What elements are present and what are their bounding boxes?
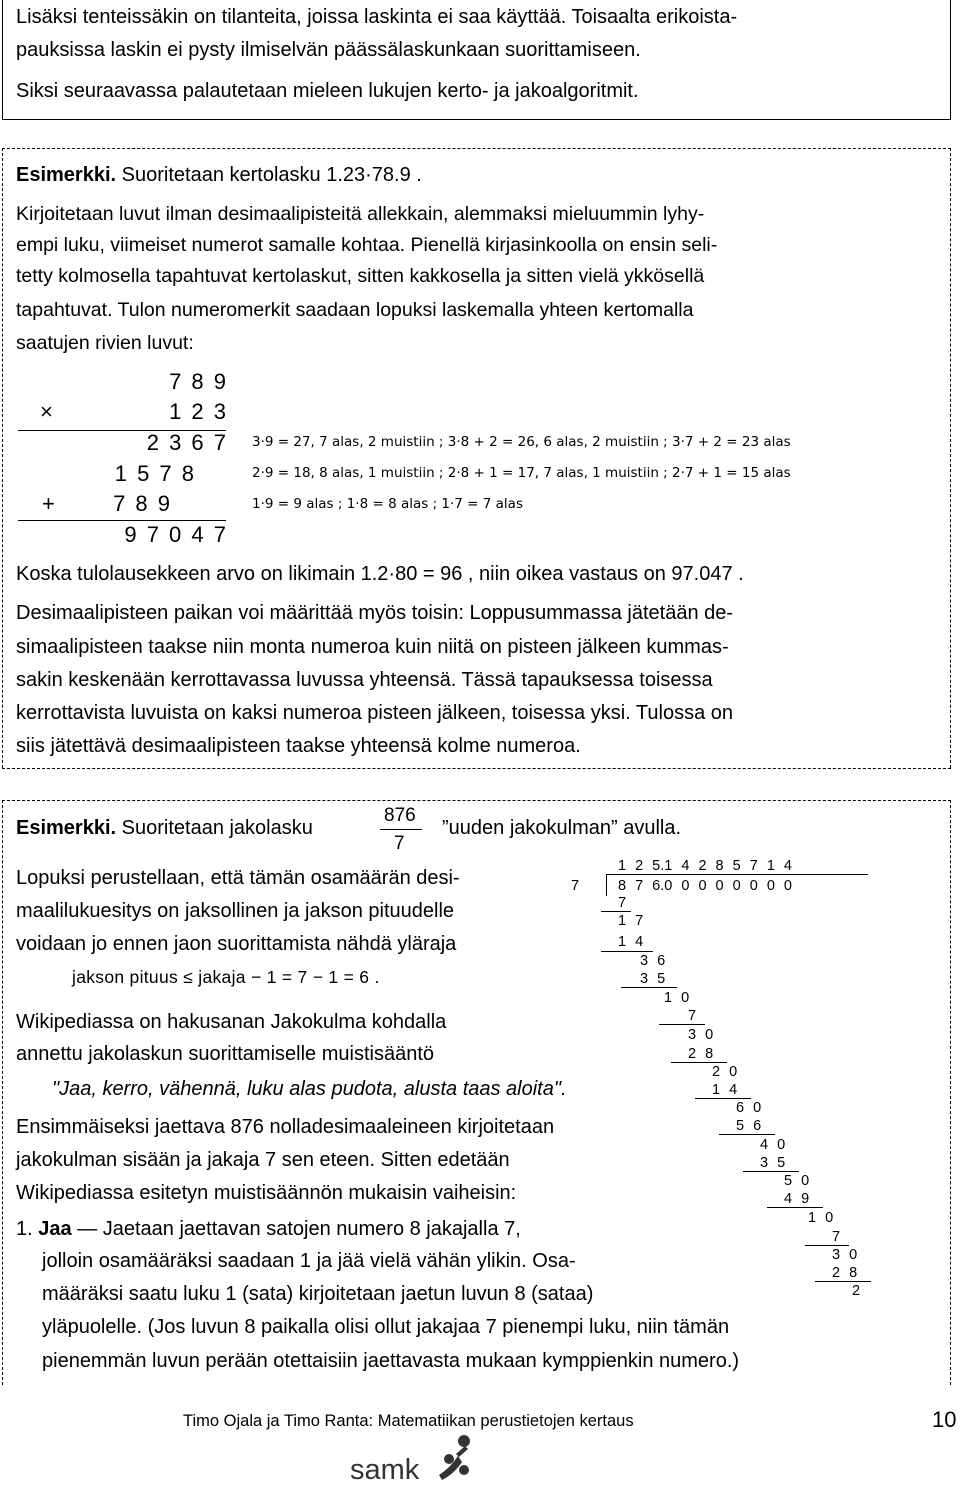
mult-row-6: 9 7 0 4 7 [124, 522, 226, 547]
division-step: 3 0 [688, 1027, 714, 1043]
division-step: 7 [832, 1229, 841, 1245]
division-step: 4 9 [784, 1191, 810, 1207]
division-top-line [606, 874, 868, 875]
fraction-denominator: 7 [394, 833, 405, 854]
times-sign: × [40, 399, 53, 424]
intro-line-3: Siksi seuraavassa palautetaan mieleen lukujen kerto- ja jakoalgoritmit. [16, 80, 639, 102]
division-step: 3 0 [832, 1247, 858, 1263]
division-step: 2 8 [688, 1046, 714, 1062]
example1-label: Esimerkki. [16, 164, 117, 186]
step-number: 1. [16, 1218, 33, 1240]
division-step: 6 0 [736, 1100, 762, 1116]
division-step-line [695, 1098, 751, 1099]
footer-citation: Timo Ojala ja Timo Ranta: Matematiikan perustietojen kertaus [183, 1412, 634, 1430]
mult-line-2 [18, 520, 226, 521]
ex1-para-line-4: tapahtuvat. Tulon numeromerkit saadaan lopuksi laskemalla yhteen kertomalla [16, 299, 694, 321]
intro-line-1: Lisäksi tenteissäkin on tilanteita, joissa laskinta ei saa käyttää. Toisaalta erikoista- [16, 6, 738, 28]
plus-sign: + [42, 491, 55, 516]
logo-text: samk [350, 1454, 420, 1486]
ex1-conclusion: Koska tulolausekkeen arvo on likimain 1.2·80 = 96 , niin oikea vastaus on 97.047 . [16, 563, 744, 585]
page-number: 10 [932, 1407, 957, 1432]
division-quotient: 1 2 5.1 4 2 8 5 7 1 4 [618, 858, 792, 874]
division-step: 3 5 [640, 971, 666, 987]
step-label: Jaa [38, 1218, 72, 1240]
logo-mark-icon [434, 1434, 474, 1484]
division-divisor: 7 [571, 878, 580, 894]
division-step: 1 7 [618, 913, 644, 929]
ex1-para2-line-3: sakin keskenään kerrottavassa luvussa yhteensä. Tässä tapauksessa toisessa [16, 669, 713, 691]
example2-title-post: ”uuden jakokulman” avulla. [442, 817, 682, 839]
mult-row-4: 1 5 7 8 [114, 461, 194, 486]
step-line-4: yläpuolelle. (Jos luvun 8 paikalla olisi ollut jakajaa 7 pienempi luku, niin tämän [42, 1316, 730, 1338]
step-line-2: jolloin osamääräksi saadaan 1 ja jää vielä vähän ylikin. Osa- [42, 1250, 576, 1272]
ex2-para1-line-1: Lopuksi perustellaan, että tämän osamäärän desi- [16, 867, 460, 889]
mult-row-1: 7 8 9 [169, 369, 226, 394]
division-step: 1 0 [664, 990, 690, 1006]
mult-row-2: 1 2 3 [169, 399, 226, 424]
division-step-line [621, 987, 677, 988]
ex2-para2-line-2: annettu jakolaskun suorittamiselle muistisääntö [16, 1043, 434, 1065]
mult-comment-2: 2·9 = 18, 8 alas, 1 muistiin ; 2·8 + 1 = 17, 7 alas, 1 muistiin ; 2·7 + 1 = 15 alas [252, 465, 791, 481]
division-step: 4 0 [760, 1137, 786, 1153]
division-step: 5 0 [784, 1173, 810, 1189]
example1-title: Suoritetaan kertolasku 1.23·78.9 . [121, 164, 422, 186]
example2-heading-label [16, 817, 313, 839]
division-step: 3 6 [640, 953, 666, 969]
division-step: 7 [688, 1008, 697, 1024]
ex2-para3-line-2: jakokulman sisään ja jakaja 7 sen eteen. Sitten edetään [16, 1149, 510, 1171]
example1-bottom-border [2, 768, 951, 769]
division-step-line [659, 1024, 705, 1025]
step-line-1: — Jaetaan jaettavan satojen numero 8 jakajalla 7, [77, 1218, 521, 1240]
division-step-line [743, 1171, 799, 1172]
division-step: 2 8 [832, 1265, 858, 1281]
step-line-5: pienemmän luvun perään otettaisiin jaettavasta mukaan kymppienkin numero.) [42, 1350, 740, 1372]
division-step: 3 5 [760, 1155, 786, 1171]
intro-line-2: pauksissa laskin ei pysty ilmiselvän päässälaskunkaan suorittamiseen. [16, 39, 641, 61]
ex1-para2-line-1: Desimaalipisteen paikan voi määrittää myös toisin: Loppusummassa jätetään de- [16, 602, 734, 624]
division-step-line [805, 1245, 849, 1246]
division-step-line [601, 951, 653, 952]
ex2-para3-line-1: Ensimmäiseksi jaettava 876 nolladesimaaleineen kirjoitetaan [16, 1116, 555, 1138]
ex2-para2-line-1: Wikipediassa on hakusanan Jakokulma kohdalla [16, 1011, 447, 1033]
ex2-rule: "Jaa, kerro, vähennä, luku alas pudota, alusta taas aloita". [52, 1078, 567, 1100]
division-step: 2 [852, 1283, 861, 1299]
ex1-para2-line-5: siis jätettävä desimaalipisteen taakse yhteensä kolme numeroa. [16, 735, 581, 757]
division-step: 1 4 [712, 1082, 738, 1098]
example2-title-pre: Suoritetaan jakolasku [121, 817, 313, 839]
division-dividend: 8 7 6.0 0 0 0 0 0 0 0 [618, 878, 792, 894]
example1-heading [16, 164, 422, 186]
division-step-line [719, 1134, 775, 1135]
division-step-line [601, 911, 631, 912]
division-step: 5 6 [736, 1118, 762, 1134]
division-step-line [815, 1281, 871, 1282]
division-step: 1 0 [808, 1210, 834, 1226]
division-step: 7 [618, 895, 627, 911]
ex1-para2-line-2: simaalipisteen taakse niin monta numeroa kuin niitä on pisteen jälkeen kummas- [16, 636, 729, 658]
mult-row-3: 2 3 6 7 [146, 430, 226, 455]
ex2-para1-line-3: voidaan jo ennen jaon suorittamista nähdä yläraja [16, 933, 457, 955]
fraction-numerator: 876 [384, 805, 416, 826]
division-step-line [767, 1207, 823, 1208]
division-side-line [606, 874, 607, 896]
division-step: 2 0 [712, 1064, 738, 1080]
mult-comment-3: 1·9 = 9 alas ; 1·8 = 8 alas ; 1·7 = 7 alas [252, 496, 523, 512]
ex1-para-line-3: tetty kolmosella tapahtuvat kertolaskut, sitten kakkosella ja sitten vielä ykkösellä [16, 265, 705, 287]
mult-comment-1: 3·9 = 27, 7 alas, 2 muistiin ; 3·8 + 2 = 26, 6 alas, 2 muistiin ; 3·7 + 2 = 23 alas [252, 434, 791, 450]
mult-row-5: 7 8 9 [113, 491, 170, 516]
ex1-para2-line-4: kerrottavista luvuista on kaksi numeroa pisteen jälkeen, toisessa yksi. Tulossa on [16, 702, 734, 724]
fraction-bar [380, 829, 422, 830]
division-step-line [671, 1062, 727, 1063]
ex1-para-line-2: empi luku, viimeiset numerot samalle kohtaa. Pienellä kirjasinkoolla on ensin seli- [16, 234, 718, 256]
ex1-para-line-5: saatujen rivien luvut: [16, 332, 194, 354]
ex1-para-line-1: Kirjoitetaan luvut ilman desimaalipisteitä allekkain, alemmaksi mieluummin lyhy- [16, 203, 705, 225]
step-1-heading [16, 1218, 521, 1240]
ex2-para1-line-2: maalilukuesitys on jaksollinen ja jakson pituudelle [16, 900, 455, 922]
ex2-para3-line-3: Wikipediassa esitetyn muistisäännön mukaisin vaiheisin: [16, 1182, 517, 1204]
ex2-inequality: jakson pituus ≤ jakaja − 1 = 7 − 1 = 6 . [72, 967, 380, 987]
division-step: 1 4 [618, 934, 644, 950]
example2-label: Esimerkki. [16, 817, 117, 839]
step-line-3: määräksi saatu luku 1 (sata) kirjoitetaan jaetun luvun 8 (sataa) [42, 1283, 594, 1305]
